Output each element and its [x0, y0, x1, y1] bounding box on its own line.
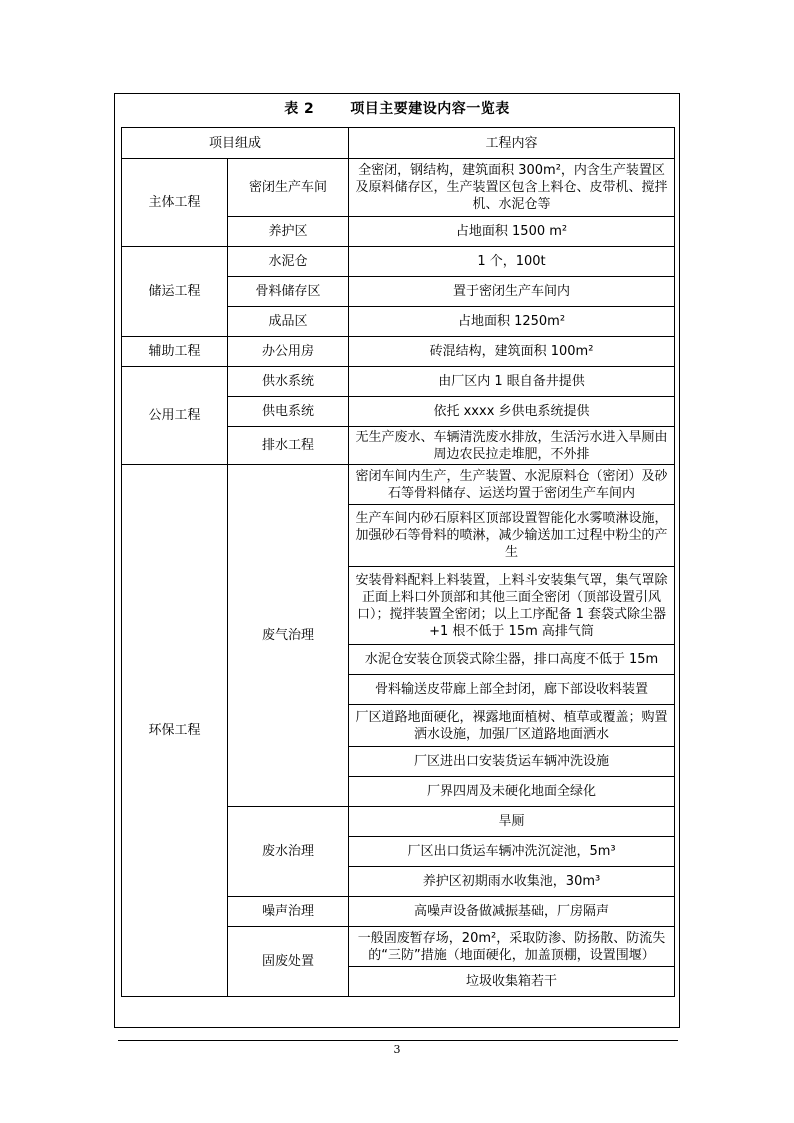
item-content: 厂区进出口安装货运车辆冲洗设施 [349, 747, 675, 777]
page-number: 3 [393, 1043, 401, 1056]
item-name: 水泥仓 [228, 247, 349, 277]
item-content: 骨料输送皮带廊上部全封闭，廊下部设收料装置 [349, 675, 675, 705]
item-content: 厂区道路地面硬化，裸露地面植树、植草或覆盖；购置洒水设施，加强厂区道路地面洒水 [349, 705, 675, 747]
item-name: 养护区 [228, 217, 349, 247]
item-content: 由厂区内 1 眼自备井提供 [349, 367, 675, 397]
item-name: 成品区 [228, 307, 349, 337]
group-label-main: 主体工程 [122, 159, 228, 247]
item-content: 水泥仓安装仓顶袋式除尘器，排口高度不低于 15m [349, 645, 675, 675]
item-content: 无生产废水、车辆清洗废水排放，生活污水进入旱厕由周边农民拉走堆肥，不外排 [349, 427, 675, 465]
item-content: 旱厕 [349, 807, 675, 837]
item-name: 骨料储存区 [228, 277, 349, 307]
table-title-text: 项目主要建设内容一览表 [350, 101, 510, 117]
item-content: 垃圾收集箱若干 [349, 967, 675, 997]
item-name: 办公用房 [228, 337, 349, 367]
item-content: 全密闭，钢结构，建筑面积 300m²，内含生产装置区及原料储存区，生产装置区包含上料仓、皮带机、搅拌机、水泥仓等 [349, 159, 675, 217]
subgroup-label-water: 废水治理 [228, 807, 349, 897]
table-row [122, 337, 675, 367]
item-content: 养护区初期雨水收集池，30m³ [349, 867, 675, 897]
item-content: 依托 xxxx 乡供电系统提供 [349, 397, 675, 427]
item-name: 供水系统 [228, 367, 349, 397]
item-content: 厂区出口货运车辆冲洗沉淀池，5m³ [349, 837, 675, 867]
item-content: 1 个，100t [349, 247, 675, 277]
item-content: 占地面积 1500 m² [349, 217, 675, 247]
table-header-row [122, 128, 675, 159]
item-content: 生产车间内砂石原料区顶部设置智能化水雾喷淋设施，加强砂石等骨料的喷淋，减少输送加工过程中粉尘的产生 [349, 505, 675, 567]
item-content: 密闭车间内生产，生产装置、水泥原料仓（密闭）及砂石等骨料储存、运送均置于密闭生产车间内 [349, 465, 675, 505]
subgroup-label-solid: 固废处置 [228, 927, 349, 997]
group-label-utility: 公用工程 [122, 367, 228, 465]
item-content: 一般固废暂存场，20m²，采取防渗、防扬散、防流失的“三防”措施（地面硬化，加盖顶棚，设置围堰） [349, 927, 675, 967]
item-content: 厂界四周及未硬化地面全绿化 [349, 777, 675, 807]
table-row [122, 367, 675, 397]
table-row [122, 465, 675, 505]
table-title [114, 98, 680, 118]
table-number: 表 2 [284, 101, 315, 117]
item-name: 密闭生产车间 [228, 159, 349, 217]
item-content: 砖混结构，建筑面积 100m² [349, 337, 675, 367]
item-name: 排水工程 [228, 427, 349, 465]
subgroup-label-noise: 噪声治理 [228, 897, 349, 927]
group-label-storage: 储运工程 [122, 247, 228, 337]
subgroup-label-gas: 废气治理 [228, 465, 349, 807]
item-content: 安装骨料配料上料装置，上料斗安装集气罩，集气罩除正面上料口外顶部和其他三面全密闭（顶部设置引风口）；搅拌装置全密闭；以上工序配备 1 套袋式除尘器+1 根不低于 15m 高排气筒 [349, 567, 675, 645]
table-row [122, 159, 675, 217]
item-content: 置于密闭生产车间内 [349, 277, 675, 307]
group-label-env: 环保工程 [122, 465, 228, 997]
item-content: 占地面积 1250m² [349, 307, 675, 337]
header-content: 工程内容 [349, 128, 675, 159]
header-composition: 项目组成 [122, 128, 349, 159]
item-name: 供电系统 [228, 397, 349, 427]
table-row [122, 247, 675, 277]
footer-rule [118, 1040, 678, 1041]
construction-table [121, 127, 675, 997]
group-label-auxiliary: 辅助工程 [122, 337, 228, 367]
item-content: 高噪声设备做减振基础，厂房隔声 [349, 897, 675, 927]
